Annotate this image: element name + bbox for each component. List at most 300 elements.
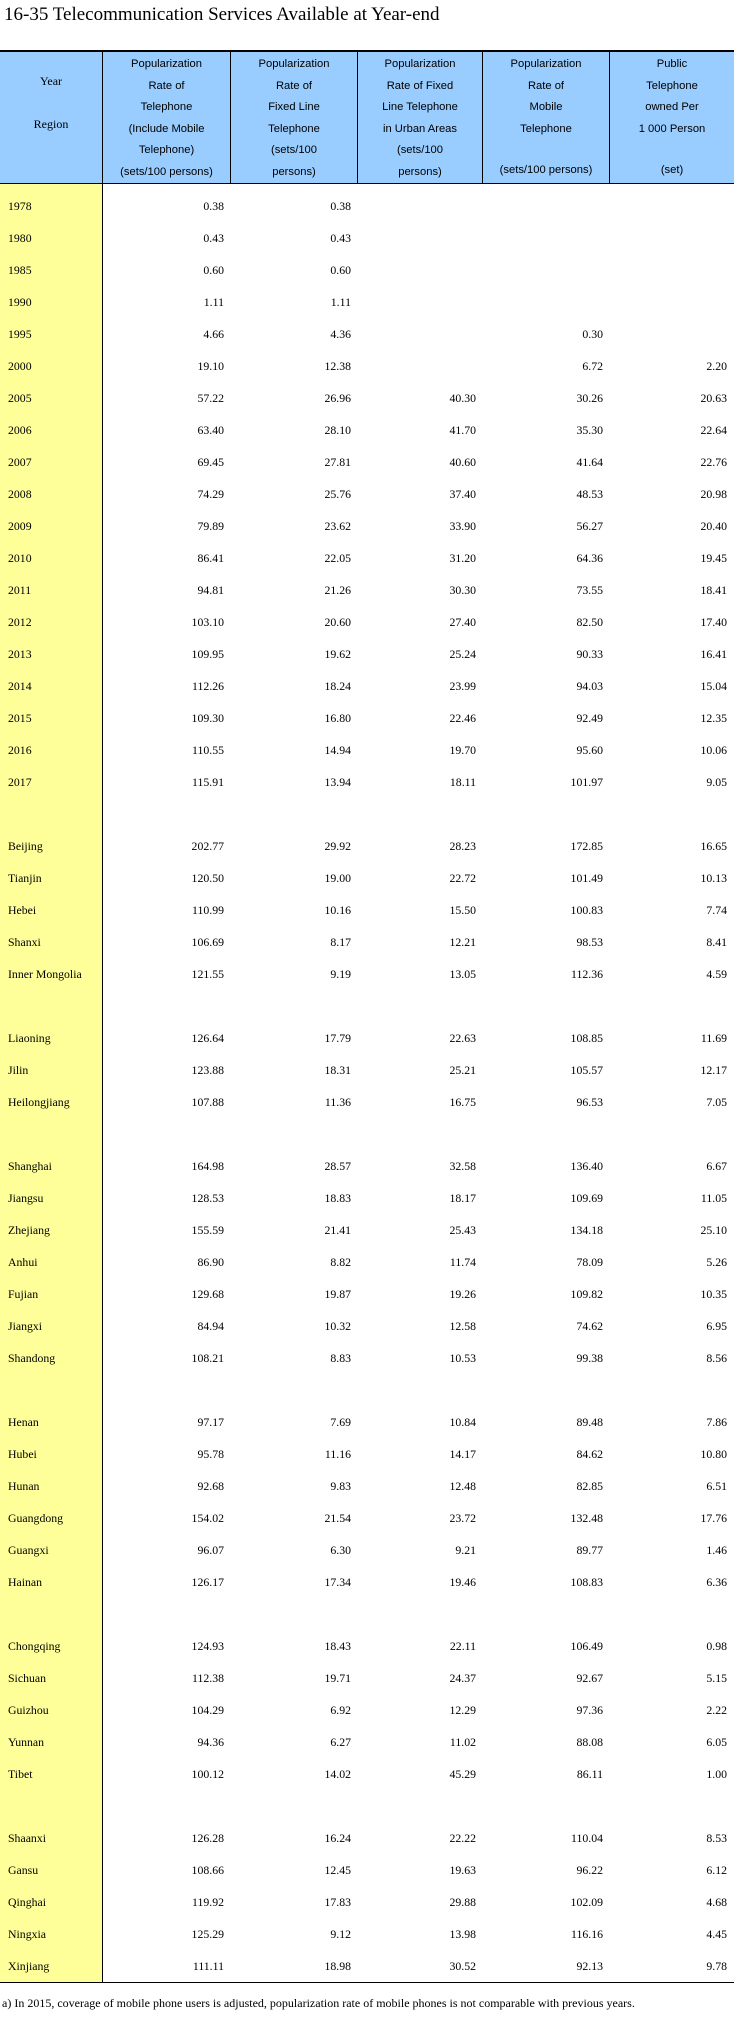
- table-cell: 27.40: [449, 614, 476, 629]
- table-row: [103, 318, 734, 350]
- row-label: 2016: [8, 742, 32, 757]
- table-row: [103, 1054, 734, 1086]
- table-cell: 92.49: [576, 710, 603, 725]
- header-line: Year: [39, 74, 63, 88]
- table-cell: 6.95: [706, 1318, 727, 1333]
- table-cell: 63.40: [197, 422, 224, 437]
- table-cell: 19.00: [324, 870, 351, 885]
- table-cell: 129.68: [191, 1286, 224, 1301]
- table-cell: 22.63: [449, 1030, 476, 1045]
- table-cell: 112.36: [570, 966, 603, 981]
- group-spacer: [0, 798, 102, 830]
- table-cell: 6.36: [706, 1574, 727, 1589]
- table-cell: 107.88: [191, 1094, 224, 1109]
- table-cell: 22.64: [700, 422, 727, 437]
- table-cell: 41.64: [576, 454, 603, 469]
- table-row: [103, 1694, 734, 1726]
- table-cell: 24.37: [449, 1670, 476, 1685]
- table-cell: 155.59: [191, 1222, 224, 1237]
- table-cell: 164.98: [191, 1158, 224, 1173]
- table-cell: 1.46: [706, 1542, 727, 1557]
- table-cell: 110.99: [191, 902, 224, 917]
- table-cell: 9.21: [455, 1542, 476, 1557]
- row-label: Yunnan: [8, 1734, 45, 1749]
- row-label: 2005: [8, 390, 32, 405]
- header-line: (sets/100: [270, 144, 318, 156]
- row-label: Heilongjiang: [8, 1094, 70, 1109]
- table-cell: 64.36: [576, 550, 603, 565]
- table-cell: 109.30: [191, 710, 224, 725]
- table-cell: 88.08: [576, 1734, 603, 1749]
- table-cell: 100.12: [191, 1766, 224, 1781]
- table-cell: 22.76: [700, 454, 727, 469]
- table-cell: 121.55: [191, 966, 224, 981]
- row-label: 1985: [8, 262, 32, 277]
- table-cell: 25.10: [700, 1222, 727, 1237]
- table-cell: 14.94: [324, 742, 351, 757]
- table-row: [103, 1310, 734, 1342]
- table-cell: 12.29: [449, 1702, 476, 1717]
- table-cell: 94.81: [197, 582, 224, 597]
- row-label: 2011: [8, 582, 32, 597]
- row-label: 2012: [8, 614, 32, 629]
- table-title: 16-35 Telecommunication Services Available at Year-end: [4, 4, 440, 25]
- table-cell: 10.35: [700, 1286, 727, 1301]
- table-cell: 6.92: [330, 1702, 351, 1717]
- row-label: 1995: [8, 326, 32, 341]
- table-cell: 8.56: [706, 1350, 727, 1365]
- value-columns: [103, 184, 734, 1982]
- table-row: [103, 1278, 734, 1310]
- row-label: Shanghai: [8, 1158, 52, 1173]
- table-cell: 23.99: [449, 678, 476, 693]
- table-cell: 31.20: [449, 550, 476, 565]
- table-cell: 10.53: [449, 1350, 476, 1365]
- header-total-rate: [103, 52, 231, 183]
- table-cell: 9.83: [330, 1478, 351, 1493]
- table-row: [103, 1086, 734, 1118]
- table-cell: 111.11: [192, 1958, 224, 1973]
- table-cell: 30.30: [449, 582, 476, 597]
- table-cell: 30.52: [449, 1958, 476, 1973]
- table-cell: 108.66: [191, 1862, 224, 1877]
- table-cell: 1.11: [203, 294, 224, 309]
- table-cell: 106.69: [191, 934, 224, 949]
- table-cell: 12.21: [449, 934, 476, 949]
- row-label: Zhejiang: [8, 1222, 50, 1237]
- table-cell: 12.17: [700, 1062, 727, 1077]
- table-cell: 20.40: [700, 518, 727, 533]
- table-cell: 89.48: [576, 1414, 603, 1429]
- table-cell: 101.49: [570, 870, 603, 885]
- table-row: [103, 542, 734, 574]
- table-cell: 94.36: [197, 1734, 224, 1749]
- table-row: [103, 286, 734, 318]
- table-cell: 14.17: [449, 1446, 476, 1461]
- table-cell: 10.80: [700, 1446, 727, 1461]
- table-row: [103, 1950, 734, 1982]
- table-cell: 0.38: [330, 198, 351, 213]
- table-row: [103, 1566, 734, 1598]
- row-label: 2007: [8, 454, 32, 469]
- table-cell: 18.17: [449, 1190, 476, 1205]
- row-label: 1980: [8, 230, 32, 245]
- table-cell: 18.11: [449, 774, 476, 789]
- row-label: 2015: [8, 710, 32, 725]
- table-cell: 9.78: [706, 1958, 727, 1973]
- table-cell: 25.76: [324, 486, 351, 501]
- row-label: Inner Mongolia: [8, 966, 82, 981]
- table-cell: 10.16: [324, 902, 351, 917]
- table-row: [103, 894, 734, 926]
- table-cell: 23.72: [449, 1510, 476, 1525]
- table-row: [103, 222, 734, 254]
- row-label: Jilin: [8, 1062, 29, 1077]
- table-cell: 134.18: [570, 1222, 603, 1237]
- table-cell: 15.50: [449, 902, 476, 917]
- table-cell: 19.70: [449, 742, 476, 757]
- table-cell: 21.26: [324, 582, 351, 597]
- row-label: Sichuan: [8, 1670, 47, 1685]
- table-cell: 1.00: [706, 1766, 727, 1781]
- table-row: [103, 478, 734, 510]
- table-cell: 12.48: [449, 1478, 476, 1493]
- table-cell: 19.71: [324, 1670, 351, 1685]
- table-cell: 40.60: [449, 454, 476, 469]
- row-label: Shanxi: [8, 934, 41, 949]
- header-line: Mobile: [529, 101, 563, 113]
- table-cell: 19.46: [449, 1574, 476, 1589]
- group-spacer: [103, 1790, 734, 1822]
- table-row: [103, 350, 734, 382]
- table-cell: 108.21: [191, 1350, 224, 1365]
- table-cell: 73.55: [576, 582, 603, 597]
- header-line: Telephone: [140, 101, 193, 113]
- header-line: Telephone: [520, 122, 572, 135]
- table-row: [103, 1342, 734, 1374]
- table-cell: 9.05: [706, 774, 727, 789]
- header-line: Telephone: [646, 79, 698, 92]
- table-cell: 25.24: [449, 646, 476, 661]
- group-spacer: [103, 990, 734, 1022]
- row-label: Fujian: [8, 1286, 39, 1301]
- table-cell: 90.33: [576, 646, 603, 661]
- table-cell: 6.72: [582, 358, 603, 373]
- table-cell: 112.26: [191, 678, 224, 693]
- header-mobile-rate: [483, 52, 610, 183]
- table-cell: 7.69: [330, 1414, 351, 1429]
- table-cell: 84.94: [197, 1318, 224, 1333]
- table-cell: 119.92: [191, 1894, 224, 1909]
- table-cell: 96.07: [197, 1542, 224, 1557]
- header-line: Rate of: [275, 79, 313, 92]
- table-cell: 82.85: [576, 1478, 603, 1493]
- table-row: [103, 670, 734, 702]
- table-cell: 22.72: [449, 870, 476, 885]
- table-bottom-rule: [0, 1982, 734, 1983]
- table-cell: 13.98: [449, 1926, 476, 1941]
- table-cell: 20.60: [324, 614, 351, 629]
- group-spacer: [0, 1374, 102, 1406]
- table-cell: 32.58: [449, 1158, 476, 1173]
- table-cell: 100.83: [570, 902, 603, 917]
- table-cell: 20.98: [700, 486, 727, 501]
- table-cell: 21.54: [324, 1510, 351, 1525]
- table-cell: 109.95: [191, 646, 224, 661]
- table-cell: 12.58: [449, 1318, 476, 1333]
- table-row: [103, 1918, 734, 1950]
- table-cell: 98.53: [576, 934, 603, 949]
- row-label: Shaanxi: [8, 1830, 47, 1845]
- table-row: [103, 702, 734, 734]
- table-row: [103, 958, 734, 990]
- table-cell: 132.48: [570, 1510, 603, 1525]
- table-cell: 116.16: [570, 1926, 603, 1941]
- table-cell: 48.53: [576, 486, 603, 501]
- table-cell: 99.38: [576, 1350, 603, 1365]
- table-cell: 110.55: [191, 742, 224, 757]
- table-cell: 4.59: [706, 966, 727, 981]
- table-cell: 0.60: [330, 262, 351, 277]
- table-cell: 19.10: [197, 358, 224, 373]
- table-row: [103, 1406, 734, 1438]
- header-unit: (set): [660, 163, 684, 176]
- header-unit: (sets/100 persons): [499, 163, 593, 176]
- header-unit: (sets/100 persons): [120, 165, 213, 178]
- table-cell: 95.60: [576, 742, 603, 757]
- row-label: Hebei: [8, 902, 37, 917]
- table-cell: 16.41: [700, 646, 727, 661]
- row-label: Jiangxi: [8, 1318, 43, 1333]
- header-line: Rate of: [148, 79, 185, 92]
- table-cell: 10.06: [700, 742, 727, 757]
- table-cell: 0.60: [203, 262, 224, 277]
- table-cell: 19.87: [324, 1286, 351, 1301]
- table-cell: 97.17: [197, 1414, 224, 1429]
- header-urban-fixed-rate: [358, 52, 483, 183]
- table-cell: 33.90: [449, 518, 476, 533]
- table-cell: 35.30: [576, 422, 603, 437]
- header-line: Popularization: [258, 58, 330, 70]
- group-spacer: [103, 798, 734, 830]
- header-line: [50, 93, 53, 115]
- row-label: Tianjin: [8, 870, 42, 885]
- table-cell: 79.89: [197, 518, 224, 533]
- table-cell: 125.29: [191, 1926, 224, 1941]
- table-cell: 115.91: [191, 774, 224, 789]
- table-cell: 78.09: [576, 1254, 603, 1269]
- table-cell: 82.50: [576, 614, 603, 629]
- table-row: [103, 254, 734, 286]
- table-cell: 19.62: [324, 646, 351, 661]
- table-cell: 17.83: [324, 1894, 351, 1909]
- row-label: Qinghai: [8, 1894, 47, 1909]
- table-cell: 17.34: [324, 1574, 351, 1589]
- header-line: 1 000 Person: [638, 122, 706, 135]
- table-row: [103, 926, 734, 958]
- header-unit: persons): [398, 165, 442, 178]
- table-row: [103, 1886, 734, 1918]
- table-cell: 10.13: [700, 870, 727, 885]
- table-cell: 110.04: [570, 1830, 603, 1845]
- header-line: Fixed Line: [268, 101, 320, 113]
- row-label: 1978: [8, 198, 32, 213]
- row-label: 2013: [8, 646, 32, 661]
- row-label: 1990: [8, 294, 32, 309]
- table-row: [103, 1438, 734, 1470]
- table-cell: 94.03: [576, 678, 603, 693]
- table-cell: 14.02: [324, 1766, 351, 1781]
- table-row: [103, 1854, 734, 1886]
- group-spacer: [0, 990, 102, 1022]
- table-cell: 6.30: [330, 1542, 351, 1557]
- table-row: [103, 1662, 734, 1694]
- table-cell: 15.04: [700, 678, 727, 693]
- table-cell: 57.22: [197, 390, 224, 405]
- header-line: Popularization: [131, 58, 202, 70]
- table-cell: 123.88: [191, 1062, 224, 1077]
- table-cell: 18.41: [700, 582, 727, 597]
- table-cell: 89.77: [576, 1542, 603, 1557]
- table-body: [0, 184, 734, 1982]
- table-cell: 22.22: [449, 1830, 476, 1845]
- table-row: [103, 638, 734, 670]
- table-cell: 45.29: [449, 1766, 476, 1781]
- table-cell: 22.46: [449, 710, 476, 725]
- table-cell: 12.45: [324, 1862, 351, 1877]
- header-line: Rate of Fixed: [386, 79, 454, 92]
- table-cell: 17.79: [324, 1030, 351, 1045]
- row-label: Guangdong: [8, 1510, 64, 1525]
- table-cell: 10.84: [449, 1414, 476, 1429]
- table-cell: 0.43: [203, 230, 224, 245]
- table-cell: 92.68: [197, 1478, 224, 1493]
- table-cell: 16.75: [449, 1094, 476, 1109]
- header-line: Rate of: [527, 79, 565, 92]
- table-cell: 108.83: [570, 1574, 603, 1589]
- table-cell: 9.19: [330, 966, 351, 981]
- table-cell: 16.24: [324, 1830, 351, 1845]
- table-cell: 128.53: [191, 1190, 224, 1205]
- row-label: Ningxia: [8, 1926, 47, 1941]
- table-cell: 96.22: [576, 1862, 603, 1877]
- table-cell: 16.80: [324, 710, 351, 725]
- table-cell: 19.45: [700, 550, 727, 565]
- table-cell: 74.29: [197, 486, 224, 501]
- row-label: 2008: [8, 486, 32, 501]
- table-cell: 6.05: [706, 1734, 727, 1749]
- table-cell: 22.05: [324, 550, 351, 565]
- row-label: Hubei: [8, 1446, 37, 1461]
- table-cell: 11.69: [700, 1030, 727, 1045]
- table-cell: 40.30: [449, 390, 476, 405]
- row-label: 2006: [8, 422, 32, 437]
- table-row: [103, 1022, 734, 1054]
- table-row: [103, 1758, 734, 1790]
- table-row: [103, 1726, 734, 1758]
- row-label: Anhui: [8, 1254, 38, 1269]
- table-cell: 29.92: [324, 838, 351, 853]
- table-cell: 126.64: [191, 1030, 224, 1045]
- table-cell: 4.36: [330, 326, 351, 341]
- table-cell: 56.27: [576, 518, 603, 533]
- table-cell: 7.86: [706, 1414, 727, 1429]
- group-spacer: [103, 1374, 734, 1406]
- table-cell: 97.36: [576, 1702, 603, 1717]
- table-cell: 96.53: [576, 1094, 603, 1109]
- table-cell: 19.63: [449, 1862, 476, 1877]
- table-cell: 5.15: [706, 1670, 727, 1685]
- header-line: Popularization: [384, 58, 456, 70]
- table-cell: 101.97: [570, 774, 603, 789]
- group-spacer: [0, 1598, 102, 1630]
- table-row: [103, 574, 734, 606]
- table-cell: 103.10: [191, 614, 224, 629]
- header-fixed-rate: [231, 52, 358, 183]
- table-cell: 37.40: [449, 486, 476, 501]
- table-row: [103, 382, 734, 414]
- table-row: [103, 190, 734, 222]
- table-cell: 12.38: [324, 358, 351, 373]
- row-label: 2010: [8, 550, 32, 565]
- table-cell: 25.43: [449, 1222, 476, 1237]
- footnote: a) In 2015, coverage of mobile phone users is adjusted, popularization rate of mobile phones is not comparable with previous years.: [2, 1996, 635, 2010]
- table-cell: 10.32: [324, 1318, 351, 1333]
- table-cell: 0.43: [330, 230, 351, 245]
- row-label: Gansu: [8, 1862, 39, 1877]
- table-cell: 41.70: [449, 422, 476, 437]
- table-cell: 112.38: [191, 1670, 224, 1685]
- table-cell: 92.67: [576, 1670, 603, 1685]
- table-cell: 0.38: [203, 198, 224, 213]
- table-cell: 8.41: [706, 934, 727, 949]
- table-cell: 29.88: [449, 1894, 476, 1909]
- row-label: Guizhou: [8, 1702, 49, 1717]
- row-label: Chongqing: [8, 1638, 61, 1653]
- table-cell: 106.49: [570, 1638, 603, 1653]
- table-row: [103, 510, 734, 542]
- table-header: [0, 50, 734, 184]
- table-cell: 27.81: [324, 454, 351, 469]
- table-row: [103, 606, 734, 638]
- header-line: Region: [33, 117, 69, 131]
- table-cell: 86.90: [197, 1254, 224, 1269]
- table-cell: 202.77: [191, 838, 224, 853]
- table-cell: 4.66: [203, 326, 224, 341]
- table-cell: 18.43: [324, 1638, 351, 1653]
- table-cell: 109.69: [570, 1190, 603, 1205]
- table-row: [103, 1630, 734, 1662]
- table-cell: 0.98: [706, 1638, 727, 1653]
- table-cell: 17.40: [700, 614, 727, 629]
- table-row: [103, 1822, 734, 1854]
- table-row: [103, 1214, 734, 1246]
- table-cell: 154.02: [191, 1510, 224, 1525]
- data-table: [0, 50, 734, 1983]
- table-cell: 109.82: [570, 1286, 603, 1301]
- table-row: [103, 734, 734, 766]
- group-spacer: [103, 1118, 734, 1150]
- table-cell: 11.74: [449, 1254, 476, 1269]
- table-cell: 74.62: [576, 1318, 603, 1333]
- table-cell: 104.29: [191, 1702, 224, 1717]
- table-cell: 108.85: [570, 1030, 603, 1045]
- table-cell: 23.62: [324, 518, 351, 533]
- table-cell: 18.24: [324, 678, 351, 693]
- table-cell: 7.05: [706, 1094, 727, 1109]
- header-line: (sets/100: [396, 144, 444, 156]
- group-spacer: [0, 1118, 102, 1150]
